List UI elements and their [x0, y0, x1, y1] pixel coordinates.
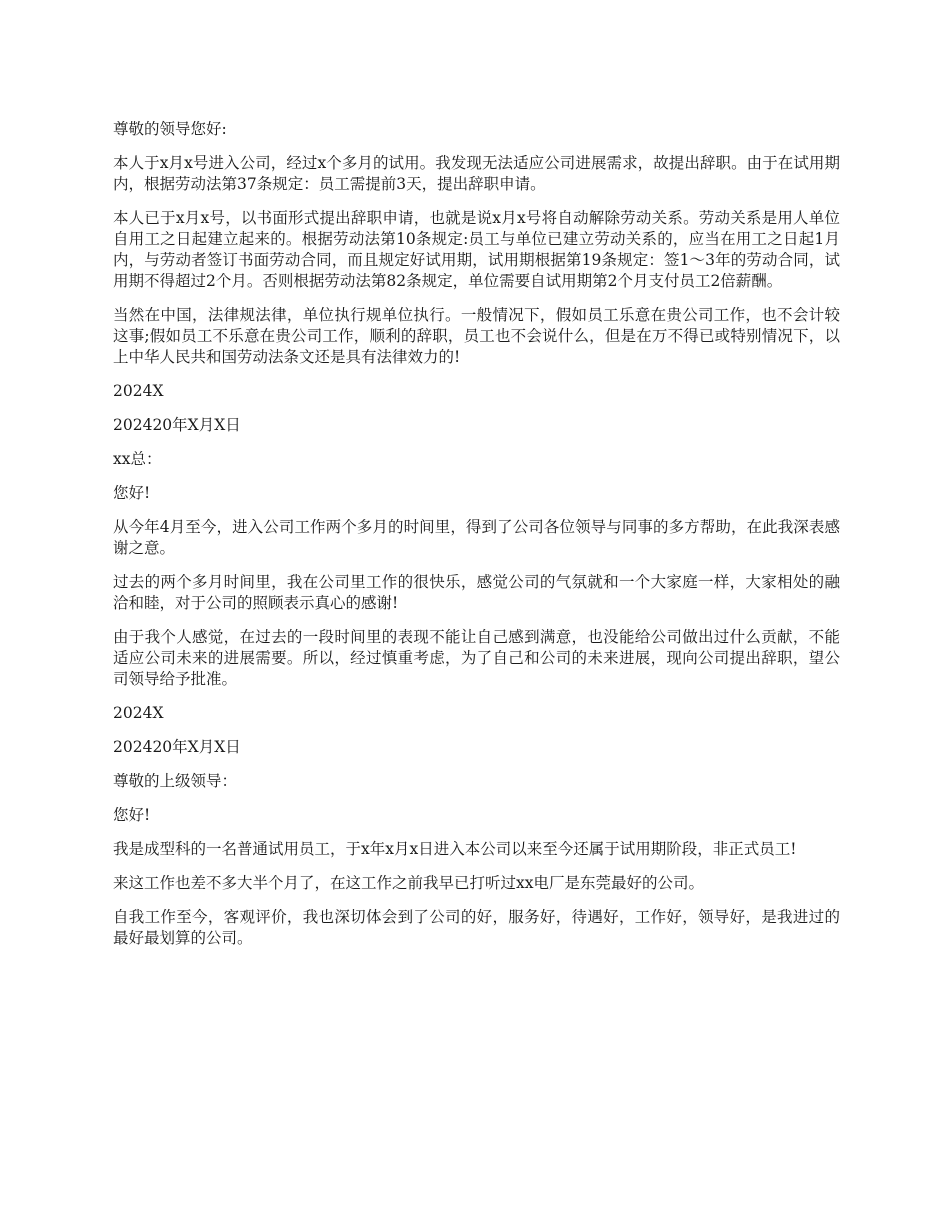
greeting: 您好!	[113, 806, 151, 824]
body-paragraph: 自我工作至今，客观评价，我也深切体会到了公司的好，服务好，待遇好，工作好，领导好，是我进过的最好最划算的公司。	[113, 908, 840, 947]
signature-line: 2024X	[113, 382, 164, 400]
date-line: 202420年X月X日	[113, 416, 241, 434]
document-body	[113, 119, 840, 962]
body-paragraph: 从今年4月至今，进入公司工作两个多月的时间里，得到了公司各位领导与同事的多方帮助，在此我深表感谢之意。	[113, 518, 840, 557]
salutation: 尊敬的领导您好:	[113, 120, 227, 138]
body-paragraph: 过去的两个多月时间里，我在公司里工作的很快乐，感觉公司的气氛就和一个大家庭一样，大家相处的融洽和睦，对于公司的照顾表示真心的感谢!	[113, 573, 840, 612]
body-paragraph: 由于我个人感觉，在过去的一段时间里的表现不能让自己感到满意，也没能给公司做出过什么贡献，不能适应公司未来的进展需要。所以，经过慎重考虑，为了自己和公司的未来进展，现向公司提出辞职，望公司领导给予批准。	[113, 628, 840, 688]
salutation: 尊敬的上级领导：	[113, 772, 238, 790]
body-paragraph: 我是成型科的一名普通试用员工，于x年x月x日进入本公司以来至今还属于试用期阶段，非正式员工!	[113, 840, 797, 858]
body-paragraph: 本人于x月x号进入公司，经过x个多月的试用。我发现无法适应公司进展需求，故提出辞职。由于在试用期内，根据劳动法第37条规定：员工需提前3天，提出辞职申请。	[113, 154, 840, 193]
greeting: 您好!	[113, 484, 151, 502]
salutation: xx总：	[113, 450, 162, 468]
body-paragraph: 来这工作也差不多大半个月了，在这工作之前我早已打听过xx电厂是东莞最好的公司。	[113, 874, 704, 892]
body-paragraph: 当然在中国，法律规法律，单位执行规单位执行。一般情况下，假如员工乐意在贵公司工作，也不会计较这事;假如员工不乐意在贵公司工作，顺利的辞职，员工也不会说什么，但是在万不得已或特别情况下，以上中华人民共和国劳动法条文还是具有法律效力的!	[113, 306, 840, 366]
body-paragraph: 本人已于x月x号，以书面形式提出辞职申请，也就是说x月x号将自动解除劳动关系。劳动关系是用人单位自用工之日起建立起来的。根据劳动法第10条规定:员工与单位已建立劳动关系的，应当在用工之日起1月内，与劳动者签订书面劳动合同，而且规定好试用期，试用期根据第19条规定：签1～3年的劳动合同，试用期不得超过2个月。否则根据劳动法第82条规定，单位需要自试用期第2个月支付员工2倍薪酬。	[113, 209, 840, 290]
signature-line: 2024X	[113, 704, 164, 722]
date-line: 202420年X月X日	[113, 738, 241, 756]
